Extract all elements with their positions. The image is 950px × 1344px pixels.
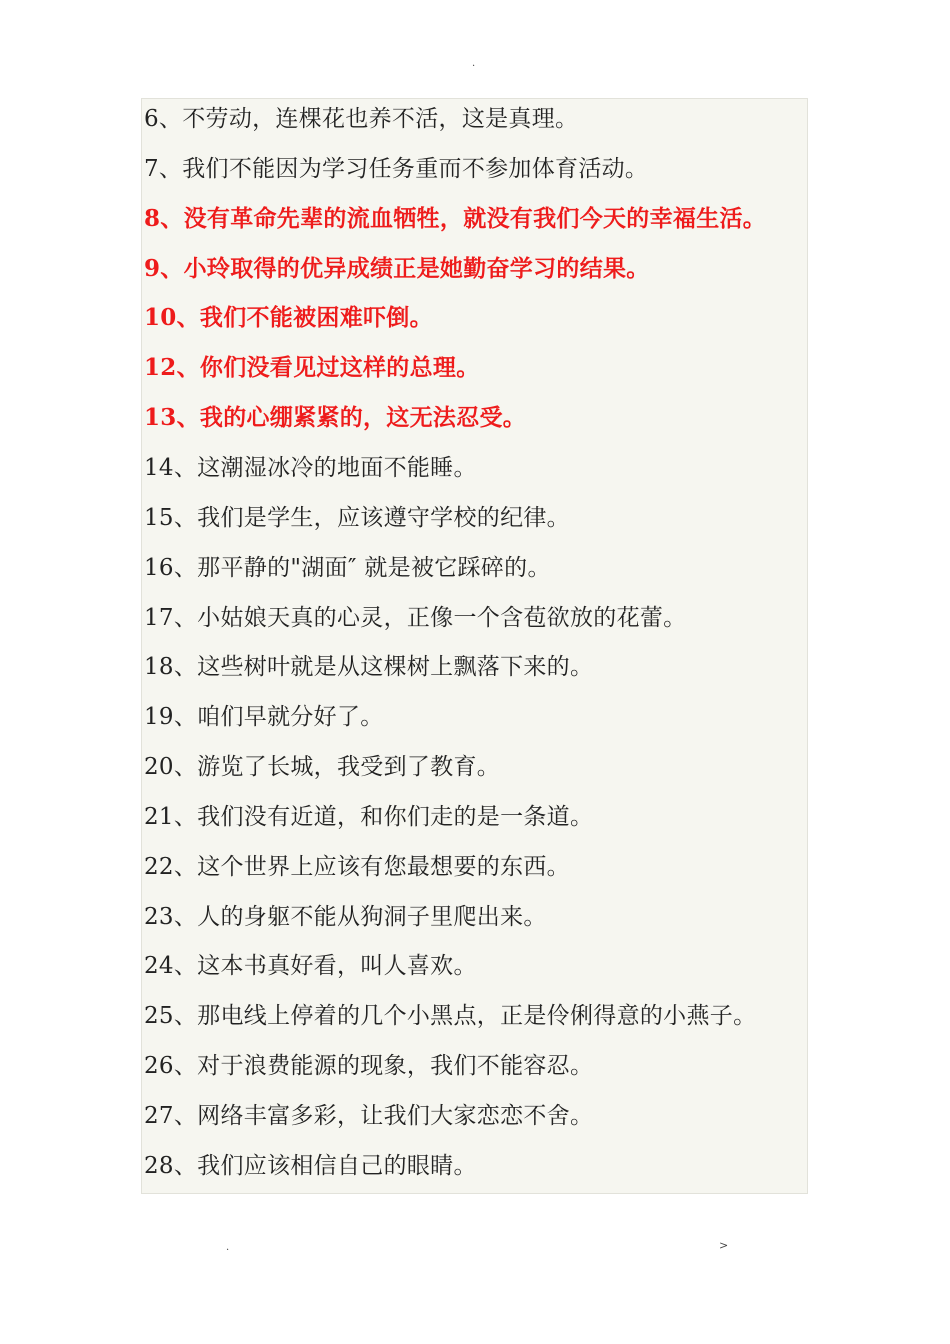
sentence-line: 22、这个世界上应该有您最想要的东西。 [144, 853, 570, 880]
sentence-line: 9、小玲取得的优异成绩正是她勤奋学习的结果。 [144, 254, 650, 282]
sentence-list [141, 98, 808, 1194]
sentence-line: 23、人的身躯不能从狗洞子里爬出来。 [144, 903, 547, 930]
sentence-line: 17、小姑娘天真的心灵，正像一个含苞欲放的花蕾。 [144, 604, 687, 631]
footer-arrow: > [719, 1239, 729, 1252]
sentence-line: 8、没有革命先辈的流血牺牲，就没有我们今天的幸福生活。 [144, 204, 767, 232]
sentence-line: 10、我们不能被困难吓倒。 [144, 304, 433, 332]
sentence-line: 25、那电线上停着的几个小黑点，正是伶俐得意的小燕子。 [144, 1003, 757, 1030]
sentence-line: 20、游览了长城，我受到了教育。 [144, 754, 501, 781]
sentence-line: 28、我们应该相信自己的眼睛。 [144, 1152, 477, 1179]
sentence-line: 15、我们是学生，应该遵守学校的纪律。 [144, 504, 570, 531]
header-dot: . [472, 58, 476, 69]
sentence-line: 21、我们没有近道，和你们走的是一条道。 [144, 803, 594, 830]
sentence-line: 19、咱们早就分好了。 [144, 704, 384, 731]
sentence-line: 18、这些树叶就是从这棵树上飘落下来的。 [144, 654, 594, 681]
sentence-line: 16、那平静的"湖面″ 就是被它踩碎的。 [144, 554, 551, 581]
sentence-line: 12、你们没看见过这样的总理。 [144, 354, 480, 382]
sentence-line: 24、这本书真好看，叫人喜欢。 [144, 953, 477, 980]
sentence-line: 14、这潮湿冰冷的地面不能睡。 [144, 454, 477, 481]
sentence-line: 7、我们不能因为学习任务重而不参加体育活动。 [144, 155, 649, 182]
sentence-line: 26、对于浪费能源的现象，我们不能容忍。 [144, 1053, 594, 1080]
sentence-line: 6、不劳动，连棵花也养不活，这是真理。 [144, 106, 579, 132]
sentence-line: 27、网络丰富多彩，让我们大家恋恋不舍。 [144, 1103, 594, 1129]
footer-dot: . [226, 1242, 230, 1253]
sentence-line: 13、我的心绷紧紧的，这无法忍受。 [144, 404, 527, 432]
